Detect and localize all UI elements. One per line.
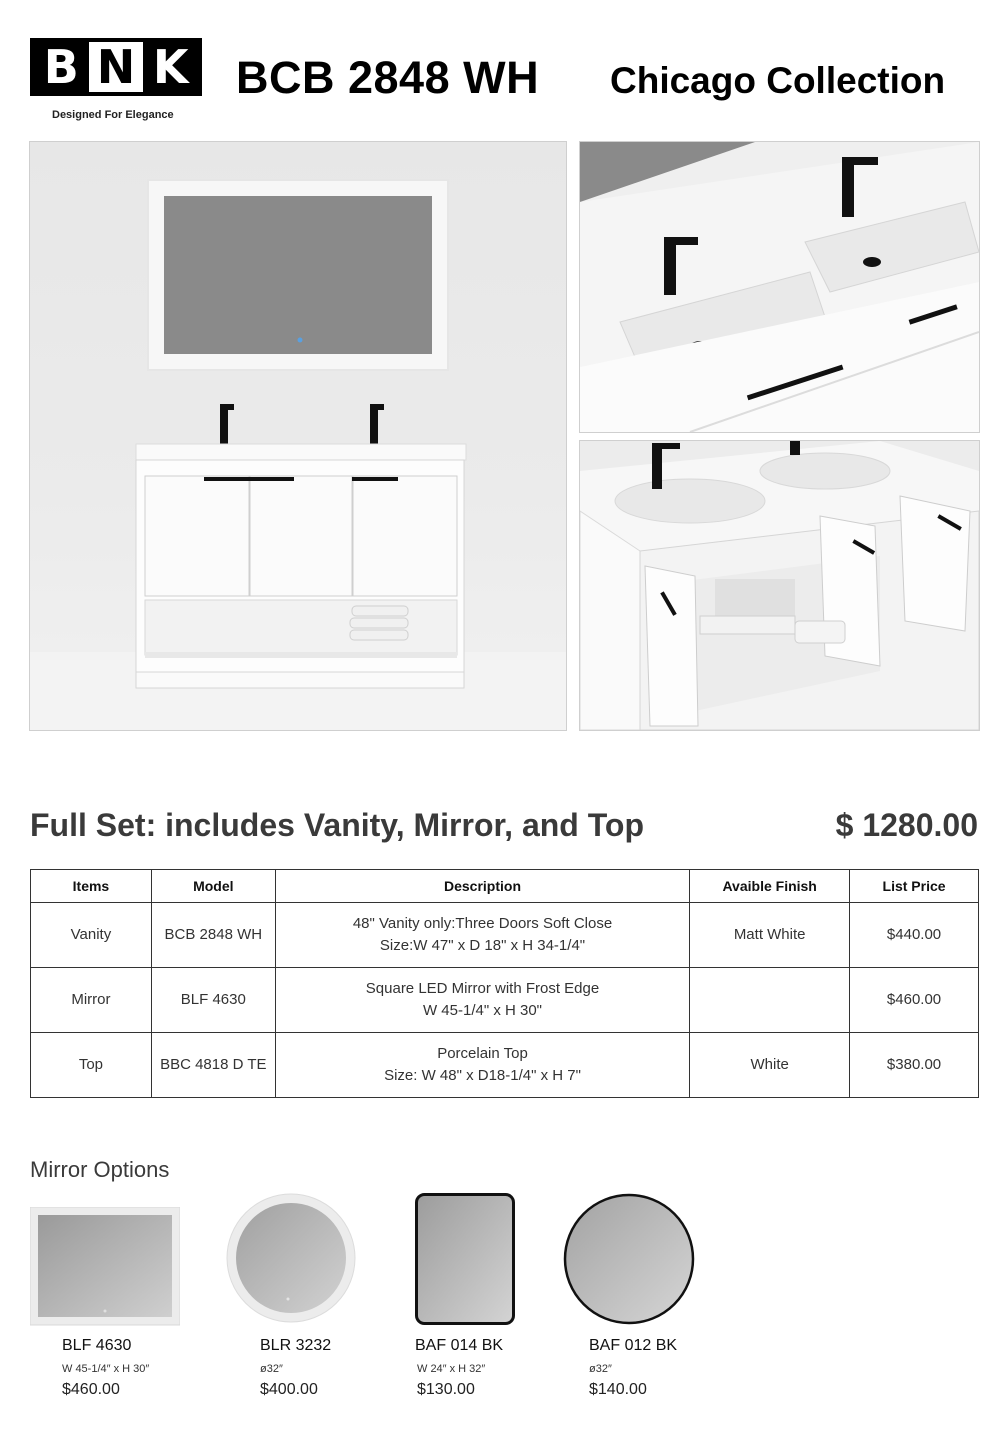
option-name: BLF 4630 <box>62 1337 132 1354</box>
logo-letter-b: B <box>34 42 89 92</box>
cell-model: BCB 2848 WH <box>151 903 275 968</box>
logo-letter-n: N <box>89 42 144 92</box>
header-items: Items <box>31 870 152 903</box>
cell-description <box>275 968 690 1033</box>
basin-closeup-illustration <box>580 142 979 432</box>
spec-table <box>30 869 979 1098</box>
table-row <box>31 903 979 968</box>
table-header-row <box>31 870 979 903</box>
full-set-price: $ 1280.00 <box>835 807 978 843</box>
round-led-mirror-image <box>226 1193 356 1323</box>
cell-description <box>275 903 690 968</box>
option-size: ø32″ <box>589 1363 612 1375</box>
cell-finish: White <box>690 1033 850 1098</box>
cell-description <box>275 1033 690 1098</box>
rectangle-led-mirror-image <box>30 1207 180 1327</box>
option-size: W 45-1/4″ x H 30″ <box>62 1363 150 1375</box>
open-cabinet-illustration <box>580 441 979 730</box>
option-name: BAF 012 BK <box>589 1337 678 1354</box>
description-line: Porcelain Top <box>437 1045 528 1062</box>
option-name: BAF 014 BK <box>415 1337 504 1354</box>
cell-finish: Matt White <box>690 903 850 968</box>
model-title: BCB 2848 WH <box>236 52 540 103</box>
description-line: 48" Vanity only:Three Doors Soft Close <box>352 915 613 932</box>
option-size: W 24″ x H 32″ <box>417 1363 486 1375</box>
product-photo-basins <box>579 141 980 433</box>
option-size: ø32″ <box>260 1363 283 1375</box>
mirror-options-heading: Mirror Options <box>30 1157 170 1182</box>
description-line: Size: W 48" x D18-1/4" x H 7" <box>384 1067 581 1084</box>
vanity-front-illustration <box>30 142 566 730</box>
brand-logo <box>30 38 202 96</box>
mirror-glass <box>164 196 432 354</box>
full-set-label: Full Set: includes Vanity, Mirror, and Top <box>30 807 644 843</box>
product-photo-open-doors <box>579 440 980 731</box>
cell-model: BBC 4818 D TE <box>151 1033 275 1098</box>
collection-title: Chicago Collection <box>610 60 946 101</box>
round-framed-mirror-image <box>563 1193 695 1325</box>
brand-tagline: Designed For Elegance <box>52 109 174 121</box>
logo-letter-k: K <box>143 42 198 92</box>
option-price: $140.00 <box>589 1381 647 1398</box>
option-name: BLR 3232 <box>260 1337 332 1354</box>
cell-item: Top <box>31 1033 152 1098</box>
cell-item: Mirror <box>31 968 152 1033</box>
cell-price: $380.00 <box>850 1033 979 1098</box>
description-line: Size:W 47" x D 18" x H 34-1/4" <box>379 937 586 954</box>
header-model: Model <box>151 870 275 903</box>
cell-price: $460.00 <box>850 968 979 1033</box>
table-row <box>31 1033 979 1098</box>
option-price: $400.00 <box>260 1381 318 1398</box>
product-photo-front <box>29 141 567 731</box>
header-list-price: List Price <box>850 870 979 903</box>
description-line: W 45-1/4" x H 30" <box>422 1002 543 1019</box>
description-line: Square LED Mirror with Frost Edge <box>365 980 600 997</box>
cell-model: BLF 4630 <box>151 968 275 1033</box>
rectangle-framed-mirror-image <box>415 1193 515 1325</box>
cell-price: $440.00 <box>850 903 979 968</box>
option-price: $460.00 <box>62 1381 120 1398</box>
header-finish: Avaible Finish <box>690 870 850 903</box>
table-row <box>31 968 979 1033</box>
option-price: $130.00 <box>417 1381 475 1398</box>
cell-finish <box>690 968 850 1033</box>
cell-item: Vanity <box>31 903 152 968</box>
header-description: Description <box>275 870 690 903</box>
